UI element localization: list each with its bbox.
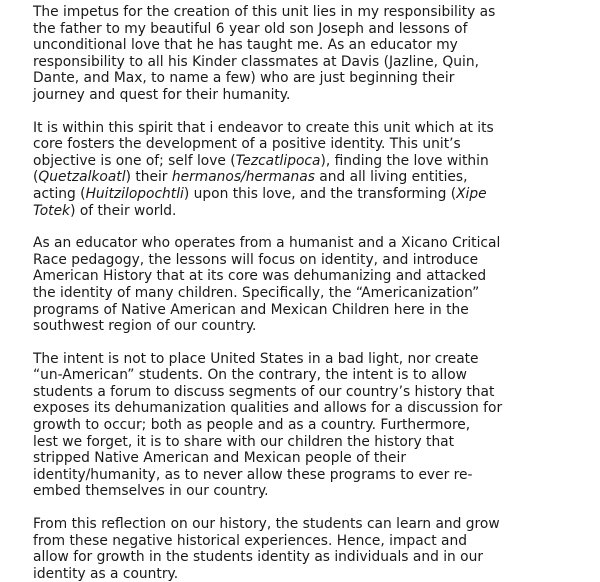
text-segment: southwest region of our country. <box>33 318 257 335</box>
italic-term: hermanos/hermanas <box>171 169 315 186</box>
text-line <box>33 417 582 434</box>
text-line <box>33 252 582 269</box>
text-segment: ) of their world. <box>70 202 177 219</box>
text-line <box>33 21 582 38</box>
text-segment: ), finding the love within <box>320 152 489 169</box>
text-segment: stripped Native American and Mexican people of their <box>33 450 406 467</box>
text-line <box>33 400 582 417</box>
text-line <box>33 268 582 285</box>
text-segment: lest we forget, it is to share with our children the history that <box>33 433 455 450</box>
text-line <box>33 450 582 467</box>
text-line <box>33 136 582 153</box>
text-line <box>33 203 582 220</box>
text-segment: acting ( <box>33 185 86 202</box>
text-segment: embed themselves in our country. <box>33 483 269 500</box>
italic-term: Xipe <box>456 185 487 202</box>
text-segment: the identity of many children. Specifically, the “Americanization” <box>33 284 480 301</box>
italic-term: Tezcatlipoca <box>235 152 321 169</box>
text-segment: The impetus for the creation of this unit lies in my responsibility as <box>33 4 496 20</box>
text-segment: journey and quest for their humanity. <box>33 86 291 103</box>
text-line <box>33 235 582 252</box>
paragraph <box>33 235 582 335</box>
text-segment: programs of Native American and Mexican Children here in the <box>33 301 469 318</box>
text-line <box>33 434 582 451</box>
text-segment: and all living entities, <box>314 169 468 186</box>
paragraph <box>33 516 582 582</box>
text-line <box>33 186 582 203</box>
text-line <box>33 169 582 186</box>
text-segment: ) upon this love, and the transforming ( <box>183 185 457 202</box>
text-segment: ) their <box>125 169 172 186</box>
text-segment: core fosters the development of a positive identity. This unit’s <box>33 136 461 153</box>
text-line <box>33 351 582 368</box>
text-segment: It is within this spirit that i endeavor to create this unit which at its <box>33 119 494 136</box>
text-segment: growth to occur; both as people and as a country. Furthermore, <box>33 417 471 434</box>
text-segment: American History that at its core was dehumanizing and attacked <box>33 268 487 285</box>
text-segment: From this reflection on our history, the students can learn and grow <box>33 516 500 533</box>
text-line <box>33 467 582 484</box>
text-line <box>33 37 582 54</box>
italic-term: Huitzilopochtli <box>85 185 184 202</box>
italic-term: Totek <box>33 202 71 219</box>
text-segment: Dante, and Max, to name a few) who are just beginning their <box>33 70 455 87</box>
text-segment: exposes its dehumanization qualities and allows for a discussion for <box>33 400 503 417</box>
text-segment: identity as a country. <box>33 565 179 582</box>
text-line <box>33 120 582 137</box>
paragraph <box>33 4 582 104</box>
text-line <box>33 367 582 384</box>
text-line <box>33 54 582 71</box>
text-line <box>33 4 582 21</box>
text-segment: ( <box>33 169 39 186</box>
text-line <box>33 483 582 500</box>
text-segment: The intent is not to place United States in a bad light, nor create <box>33 350 479 367</box>
text-line <box>33 549 582 566</box>
text-line <box>33 318 582 335</box>
text-segment: Race pedagogy, the lessons will focus on identity, and introduce <box>33 251 479 268</box>
text-segment: the father to my beautiful 6 year old son Joseph and lessons of <box>33 20 468 37</box>
italic-term: Quetzalkoatl <box>38 169 126 186</box>
text-segment: objective is one of; self love ( <box>33 152 236 169</box>
text-segment: allow for growth in the students identity as individuals and in our <box>33 549 484 566</box>
text-segment: identity/humanity, as to never allow these programs to ever re- <box>33 466 473 483</box>
text-line <box>33 302 582 319</box>
text-segment: from these negative historical experiences. Hence, impact and <box>33 532 468 549</box>
paragraph <box>33 351 582 500</box>
text-line <box>33 566 582 582</box>
paragraph <box>33 120 582 220</box>
text-line <box>33 384 582 401</box>
text-line <box>33 87 582 104</box>
text-line <box>33 70 582 87</box>
text-line <box>33 285 582 302</box>
text-segment: “un-American” students. On the contrary, the intent is to allow <box>33 367 467 384</box>
text-line <box>33 153 582 170</box>
text-segment: As an educator who operates from a humanist and a Xicano Critical <box>33 235 501 252</box>
text-segment: responsibility to all his Kinder classmates at Davis (Jazline, Quin, <box>33 53 479 70</box>
text-segment: students a forum to discuss segments of our country’s history that <box>33 383 495 400</box>
text-line <box>33 516 582 533</box>
text-segment: unconditional love that he has taught me. As an educator my <box>33 37 458 54</box>
